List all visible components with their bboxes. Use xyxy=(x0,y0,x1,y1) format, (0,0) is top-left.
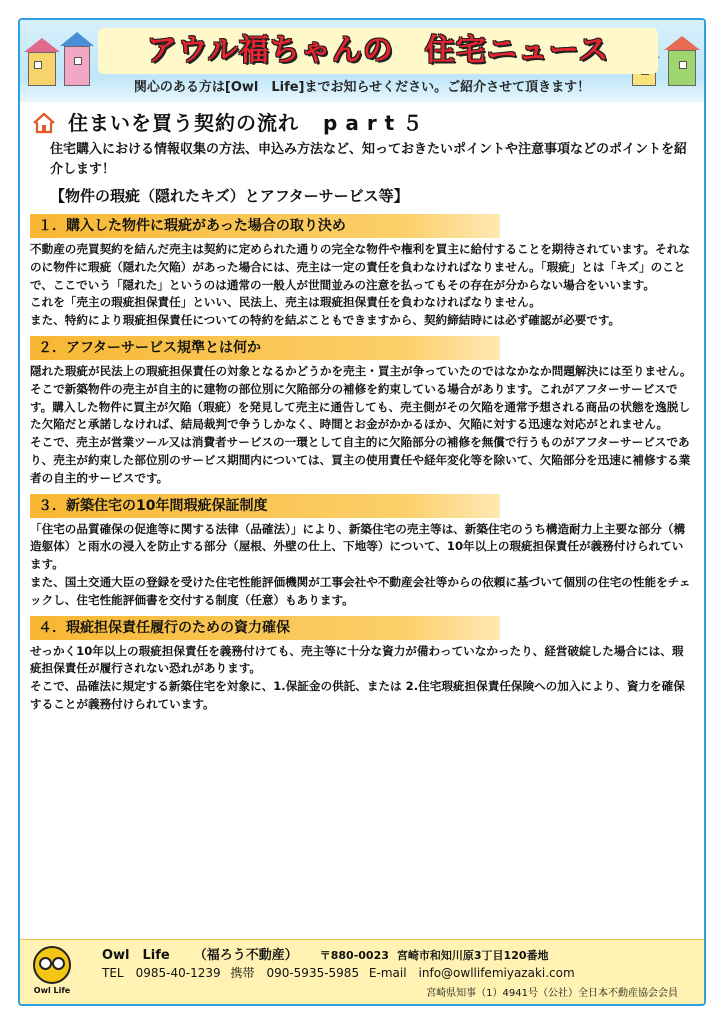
paragraph: 隠れた瑕疵が民法上の瑕疵担保責任の対象となるかどうかを売主・買主が争っていたのではなかなか問題解決には至りません。 xyxy=(30,363,692,378)
company-line xyxy=(102,944,549,963)
paragraph: 「住宅の品質確保の促進等に関する法律（品確法）」により、新築住宅の売主等は、新築住宅のうち構造耐力上主要な部分（構造躯体）と雨水の浸入を防止する部分（屋根、外壁の仕上、下地等）について、10年以上の瑕疵担保責任が義務付けられています。 xyxy=(30,521,686,572)
address: 宮崎市和知川原3丁目120番地 xyxy=(396,949,549,962)
topic-heading: 【物件の瑕疵（隠れたキズ）とアフターサービス等】 xyxy=(50,187,409,205)
title-box xyxy=(98,28,658,74)
section-heading: ３．新築住宅の10年間瑕疵保証制度 xyxy=(30,494,500,518)
section-2 xyxy=(30,336,694,488)
section-4 xyxy=(30,616,694,714)
paragraph: そこで、売主が営業ツール又は消費者サービスの一環として自主的に欠陥部分の補修を無償で行うものがアフターサービスであり、売主が約束した部位別のサービス期間内については、買主の使用責任や経年変化等を除いて、欠陥部分を迅速に補修する業者の自主的サービスです。 xyxy=(30,435,691,485)
paragraph: そこで新築物件の売主が自主的に建物の部位別に欠陥部分の補修を約束している場合があります。これがアフターサービスです。購入した物件に買主が欠陥（瑕疵）を発見して売主に通告しても、売主側がその欠陥を通常予想される商品の状態を逸脱した欠陥だと承諾しなければ、結局裁判で争うしかなく、時間とお金がかかるほか、欠陥に対する迅速な対応がとれません。 xyxy=(30,381,690,432)
newsletter-title: アウル福ちゃんの 住宅ニュース xyxy=(146,33,610,68)
contact-line xyxy=(102,964,581,981)
footer xyxy=(20,939,704,1004)
paragraph: そこで、品確法に規定する新築住宅を対象に、1.保証金の供託、または 2.住宅瑕疵担保責任保険への加入により、資力を確保することが義務付けられています。 xyxy=(30,679,685,711)
article-header xyxy=(20,108,704,138)
section-body xyxy=(30,241,694,330)
house-icon xyxy=(32,112,56,134)
section-body xyxy=(30,521,694,610)
paragraph: 不動産の売買契約を結んだ売主は契約に定められた通りの完全な物件や権利を買主に給付することを期待されています。それなのに物件に瑕疵（隠れた欠陥）があった場合には、売主は一定の責任を負わなければなりません。「瑕疵」とは「キズ」のことで、ここでいう「隠れた」というのは通常の一般人が世間並みの注意を払ってもその存在が分からない場合をいいます。 xyxy=(30,242,690,292)
logo-text: Owl Life xyxy=(33,986,71,995)
tel: TEL 0985-40-1239 xyxy=(102,966,221,980)
postal-code: 〒880-0023 xyxy=(319,949,389,962)
section-heading: ２．アフターサービス規準とは何か xyxy=(30,336,500,360)
section-heading: １．購入した物件に瑕疵があった場合の取り決め xyxy=(30,214,500,238)
mobile: 携帯 090-5935-5985 xyxy=(230,966,360,980)
email-link[interactable]: E-mail info@owllifemiyazaki.com xyxy=(368,966,575,980)
section-heading: ４．瑕疵担保責任履行のための資力確保 xyxy=(30,616,500,640)
section-body xyxy=(30,363,694,488)
article-title-text: 住まいを買う契約の流れ xyxy=(68,111,299,135)
company-name-ja: （福ろう不動産） xyxy=(193,948,298,963)
article-part: part５ xyxy=(323,111,431,135)
paragraph: これを「売主の瑕疵担保責任」といい、民法上、売主は瑕疵担保責任を負わなければなりません。 xyxy=(30,295,541,310)
section-3 xyxy=(30,494,694,610)
paragraph: また、国土交通大臣の登録を受けた住宅性能評価機関が工事会社や不動産会社等からの依頼に基づいて個別の住宅の性能をチェックし、住宅性能評価書を交付する制度（任意）もあります。 xyxy=(30,574,691,607)
company-name-en: Owl Life xyxy=(102,948,170,963)
article-title xyxy=(68,108,430,138)
newsletter-page xyxy=(18,18,706,1006)
license-info: 宮崎県知事（1）4941号（公社）全日本不動産協会会員 xyxy=(426,988,678,999)
paragraph: また、特約により瑕疵担保責任についての特約を結ぶこともできますから、契約締結時には必ず確認が必要です。 xyxy=(30,313,621,328)
article-intro: 住宅購入における情報収集の方法、申込み方法など、知っておきたいポイントや注意事項などのポイントを紹介します！ xyxy=(50,142,688,177)
contact-notice: 関心のある方は[Owl Life]までお知らせください。ご紹介させて頂きます！ xyxy=(133,80,591,95)
owl-icon xyxy=(33,946,71,984)
header-banner xyxy=(20,20,704,102)
section-1 xyxy=(30,214,694,330)
section-body xyxy=(30,643,694,714)
paragraph: せっかく10年以上の瑕疵担保責任を義務付けても、売主等に十分な資力が備わっていなかったり、経営破綻した場合には、瑕疵担保責任が履行されない恐れがあります。 xyxy=(30,643,684,676)
owl-logo xyxy=(28,944,76,1000)
